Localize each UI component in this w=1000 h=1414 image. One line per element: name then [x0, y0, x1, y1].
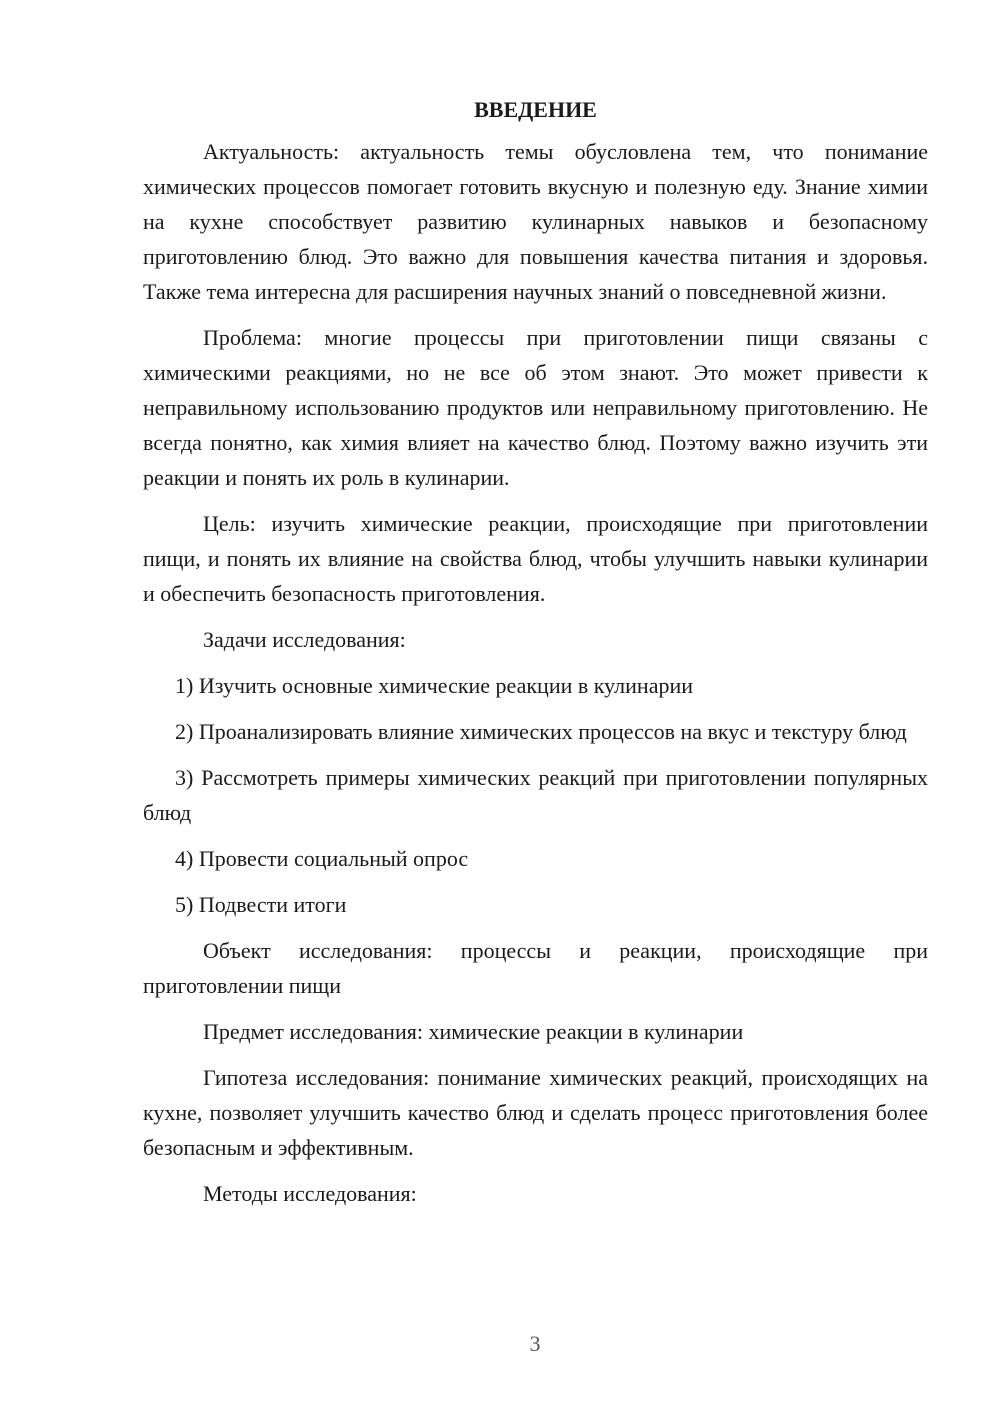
- methods-heading: Методы исследования:: [203, 1181, 417, 1206]
- list-item-task-2: 2) Проанализировать влияние химических процессов на вкус и текстуру блюд: [175, 719, 907, 744]
- list-item-task-1: 1) Изучить основные химические реакции в кулинарии: [175, 673, 693, 698]
- list-item-task-3: 3) Рассмотреть примеры химических реакций при приготовлении популярных блюд: [143, 765, 928, 825]
- paragraph-hypothesis: Гипотеза исследования: понимание химических реакций, происходящих на кухне, позволяет улучшить качество блюд и сделать процесс приготовления более безопасным и эффективным.: [143, 1065, 928, 1160]
- page-title: ВВЕДЕНИЕ: [474, 97, 597, 122]
- list-item-task-5: 5) Подвести итоги: [175, 892, 347, 917]
- page-number: 3: [529, 1331, 541, 1356]
- paragraph-goal: Цель: изучить химические реакции, происходящие при приготовлении пищи, и понять их влияние на свойства блюд, чтобы улучшить навыки кулинарии и обеспечить безопасность приготовления.: [143, 511, 928, 606]
- paragraph-object: Объект исследования: процессы и реакции, происходящие при приготовлении пищи: [143, 938, 928, 998]
- list-item-task-4: 4) Провести социальный опрос: [175, 846, 469, 871]
- paragraph-subject: Предмет исследования: химические реакции в кулинарии: [203, 1019, 744, 1044]
- tasks-heading: Задачи исследования:: [203, 627, 406, 652]
- paragraph-problem: Проблема: многие процессы при приготовлении пищи связаны с химическими реакциями, но не все об этом знают. Это может привести к неправильному использованию продуктов или неправильному приготовлению. Не всегда понятно, как химия влияет на качество блюд. Поэтому важно изучить эти реакции и понять их роль в кулинарии.: [143, 325, 928, 490]
- document-page: [143, 92, 928, 1222]
- paragraph-relevance: Актуальность: актуальность темы обусловлена тем, что понимание химических процессов помогает готовить вкусную и полезную еду. Знание химии на кухне способствует развитию кулинарных навыков и безопасному приготовлению блюд. Это важно для повышения качества питания и здоровья. Также тема интересна для расширения научных знаний о повседневной жизни.: [143, 139, 928, 304]
